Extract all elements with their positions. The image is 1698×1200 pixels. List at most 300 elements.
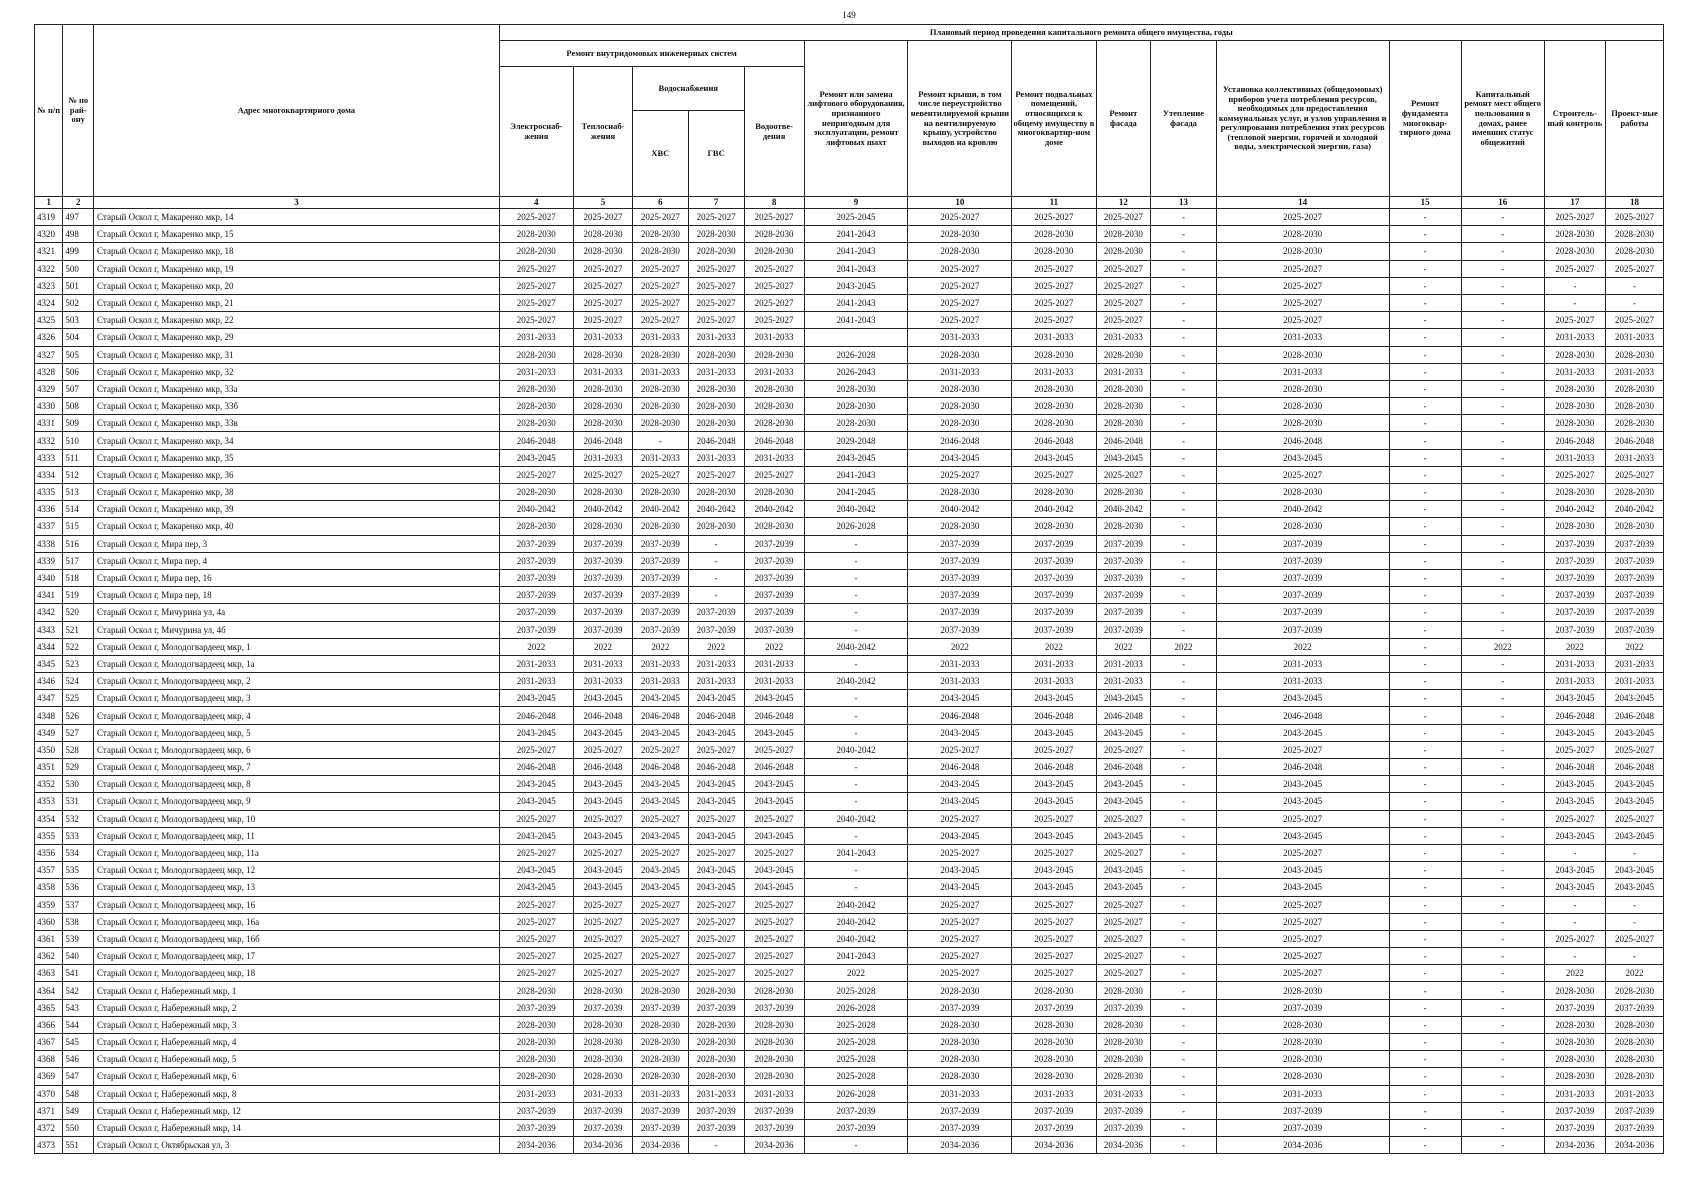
cell-drainage: 2037-2039	[744, 621, 804, 638]
cell-dormitory: -	[1461, 844, 1544, 861]
cell-hot-water: 2043-2045	[688, 793, 744, 810]
cell-row-number: 4369	[35, 1068, 63, 1085]
table-row	[35, 913, 1664, 930]
cell-foundation: -	[1389, 965, 1461, 982]
cell-hot-water: 2025-2027	[688, 844, 744, 861]
cell-dormitory: -	[1461, 346, 1544, 363]
cell-district-number: 545	[63, 1034, 94, 1051]
cell-foundation: -	[1389, 844, 1461, 861]
cell-address: Старый Оскол г, Мира пер, 16	[94, 569, 500, 586]
cell-drainage: 2025-2027	[744, 930, 804, 947]
cell-district-number: 548	[63, 1085, 94, 1102]
cell-elevator: -	[804, 827, 908, 844]
cell-district-number: 497	[63, 209, 94, 226]
cell-roof: 2025-2027	[908, 741, 1012, 758]
cell-hot-water: 2025-2027	[688, 810, 744, 827]
header-facade-repair: Ремонт фасада	[1096, 41, 1151, 197]
cell-dormitory: 2022	[1461, 638, 1544, 655]
cell-design-works: 2022	[1605, 965, 1663, 982]
cell-hot-water: 2028-2030	[688, 982, 744, 999]
cell-cold-water: 2025-2027	[633, 260, 689, 277]
cell-dormitory: -	[1461, 879, 1544, 896]
header-drainage: Водоотве-дения	[744, 67, 804, 197]
cell-design-works: -	[1605, 277, 1663, 294]
cell-address: Старый Оскол г, Мичурина ул, 4а	[94, 604, 500, 621]
cell-hot-water: 2043-2045	[688, 879, 744, 896]
cell-heating: 2028-2030	[573, 1068, 632, 1085]
cell-electricity: 2043-2045	[499, 793, 573, 810]
cell-dormitory: -	[1461, 724, 1544, 741]
table-row	[35, 673, 1664, 690]
cell-cold-water: 2028-2030	[633, 398, 689, 415]
cell-dormitory: -	[1461, 1068, 1544, 1085]
cell-construction-control: 2025-2027	[1544, 260, 1605, 277]
table-row	[35, 621, 1664, 638]
table-row	[35, 363, 1664, 380]
cell-electricity: 2028-2030	[499, 982, 573, 999]
cell-basement: 2028-2030	[1012, 1068, 1096, 1085]
cell-row-number: 4330	[35, 398, 63, 415]
cell-dormitory: -	[1461, 432, 1544, 449]
cell-roof: 2028-2030	[908, 1016, 1012, 1033]
cell-drainage: 2025-2027	[744, 913, 804, 930]
cell-row-number: 4358	[35, 879, 63, 896]
cell-basement: 2037-2039	[1012, 569, 1096, 586]
cell-facade-insulation: -	[1151, 226, 1217, 243]
cell-hot-water: 2028-2030	[688, 1034, 744, 1051]
cell-electricity: 2046-2048	[499, 707, 573, 724]
cell-basement: 2025-2027	[1012, 209, 1096, 226]
cell-hot-water: 2031-2033	[688, 673, 744, 690]
cell-basement: 2037-2039	[1012, 604, 1096, 621]
cell-construction-control: 2025-2027	[1544, 209, 1605, 226]
header-district-number: № по рай-ону	[63, 25, 94, 197]
cell-address: Старый Оскол г, Макаренко мкр, 31	[94, 346, 500, 363]
cell-electricity: 2043-2045	[499, 449, 573, 466]
cell-heating: 2037-2039	[573, 621, 632, 638]
cell-address: Старый Оскол г, Октябрьская ул, 3	[94, 1137, 500, 1154]
cell-basement: 2028-2030	[1012, 346, 1096, 363]
cell-drainage: 2043-2045	[744, 793, 804, 810]
cell-district-number: 547	[63, 1068, 94, 1085]
cell-elevator: 2037-2039	[804, 1102, 908, 1119]
column-number: 10	[908, 197, 1012, 209]
cell-meters: 2028-2030	[1216, 1068, 1389, 1085]
cell-electricity: 2037-2039	[499, 552, 573, 569]
cell-facade-insulation: -	[1151, 569, 1217, 586]
cell-electricity: 2028-2030	[499, 243, 573, 260]
cell-foundation: -	[1389, 346, 1461, 363]
cell-hot-water: 2037-2039	[688, 1119, 744, 1136]
cell-drainage: 2046-2048	[744, 707, 804, 724]
cell-dormitory: -	[1461, 587, 1544, 604]
cell-basement: 2028-2030	[1012, 518, 1096, 535]
table-row	[35, 879, 1664, 896]
cell-construction-control: 2043-2045	[1544, 879, 1605, 896]
cell-construction-control: 2028-2030	[1544, 415, 1605, 432]
cell-facade-repair: 2028-2030	[1096, 518, 1151, 535]
cell-row-number: 4319	[35, 209, 63, 226]
cell-dormitory: -	[1461, 226, 1544, 243]
cell-heating: 2043-2045	[573, 879, 632, 896]
table-row	[35, 209, 1664, 226]
cell-basement: 2043-2045	[1012, 724, 1096, 741]
cell-design-works: 2037-2039	[1605, 587, 1663, 604]
cell-elevator: 2041-2043	[804, 294, 908, 311]
cell-basement: 2043-2045	[1012, 862, 1096, 879]
cell-facade-repair: 2025-2027	[1096, 844, 1151, 861]
cell-foundation: -	[1389, 209, 1461, 226]
cell-elevator: 2026-2028	[804, 999, 908, 1016]
cell-address: Старый Оскол г, Молодогвардеец мкр, 1	[94, 638, 500, 655]
cell-district-number: 527	[63, 724, 94, 741]
cell-design-works: 2046-2048	[1605, 707, 1663, 724]
cell-roof: 2043-2045	[908, 776, 1012, 793]
cell-drainage: 2046-2048	[744, 432, 804, 449]
cell-meters: 2037-2039	[1216, 552, 1389, 569]
cell-district-number: 498	[63, 226, 94, 243]
cell-facade-repair: 2025-2027	[1096, 965, 1151, 982]
cell-address: Старый Оскол г, Мичурина ул, 4б	[94, 621, 500, 638]
cell-facade-repair: 2028-2030	[1096, 1034, 1151, 1051]
cell-design-works: 2031-2033	[1605, 329, 1663, 346]
cell-drainage: 2025-2027	[744, 965, 804, 982]
cell-cold-water: 2037-2039	[633, 587, 689, 604]
cell-address: Старый Оскол г, Молодогвардеец мкр, 2	[94, 673, 500, 690]
column-number: 14	[1216, 197, 1389, 209]
table-row	[35, 277, 1664, 294]
cell-district-number: 528	[63, 741, 94, 758]
cell-meters: 2031-2033	[1216, 655, 1389, 672]
cell-district-number: 529	[63, 759, 94, 776]
cell-foundation: -	[1389, 724, 1461, 741]
cell-elevator: -	[804, 655, 908, 672]
cell-foundation: -	[1389, 776, 1461, 793]
cell-cold-water: 2037-2039	[633, 999, 689, 1016]
cell-drainage: 2043-2045	[744, 827, 804, 844]
cell-dormitory: -	[1461, 380, 1544, 397]
cell-meters: 2037-2039	[1216, 1102, 1389, 1119]
cell-district-number: 519	[63, 587, 94, 604]
cell-foundation: -	[1389, 793, 1461, 810]
cell-roof: 2028-2030	[908, 518, 1012, 535]
cell-elevator: 2041-2043	[804, 312, 908, 329]
cell-hot-water: 2028-2030	[688, 226, 744, 243]
cell-foundation: -	[1389, 1102, 1461, 1119]
cell-basement: 2037-2039	[1012, 621, 1096, 638]
cell-meters: 2028-2030	[1216, 346, 1389, 363]
cell-foundation: -	[1389, 1068, 1461, 1085]
cell-cold-water: 2043-2045	[633, 862, 689, 879]
cell-hot-water: 2025-2027	[688, 913, 744, 930]
cell-facade-insulation: -	[1151, 449, 1217, 466]
cell-heating: 2025-2027	[573, 312, 632, 329]
cell-district-number: 530	[63, 776, 94, 793]
cell-elevator: 2025-2028	[804, 1016, 908, 1033]
cell-design-works: 2028-2030	[1605, 243, 1663, 260]
cell-basement: 2040-2042	[1012, 501, 1096, 518]
cell-dormitory: -	[1461, 1016, 1544, 1033]
table-row	[35, 638, 1664, 655]
cell-row-number: 4353	[35, 793, 63, 810]
cell-cold-water: 2031-2033	[633, 673, 689, 690]
cell-meters: 2043-2045	[1216, 879, 1389, 896]
cell-heating: 2028-2030	[573, 380, 632, 397]
cell-basement: 2037-2039	[1012, 552, 1096, 569]
cell-address: Старый Оскол г, Набережный мкр, 4	[94, 1034, 500, 1051]
cell-district-number: 516	[63, 535, 94, 552]
cell-cold-water: 2028-2030	[633, 226, 689, 243]
cell-facade-repair: 2037-2039	[1096, 552, 1151, 569]
cell-foundation: -	[1389, 690, 1461, 707]
cell-construction-control: 2025-2027	[1544, 741, 1605, 758]
cell-cold-water: 2043-2045	[633, 827, 689, 844]
cell-drainage: 2025-2027	[744, 844, 804, 861]
cell-elevator: -	[804, 569, 908, 586]
cell-roof: 2043-2045	[908, 724, 1012, 741]
cell-cold-water: 2031-2033	[633, 363, 689, 380]
table-row	[35, 948, 1664, 965]
table-row	[35, 655, 1664, 672]
cell-basement: 2037-2039	[1012, 587, 1096, 604]
cell-design-works: 2028-2030	[1605, 1068, 1663, 1085]
cell-foundation: -	[1389, 587, 1461, 604]
cell-district-number: 500	[63, 260, 94, 277]
cell-drainage: 2040-2042	[744, 501, 804, 518]
table-row	[35, 1102, 1664, 1119]
cell-electricity: 2037-2039	[499, 621, 573, 638]
cell-electricity: 2028-2030	[499, 1051, 573, 1068]
cell-heating: 2025-2027	[573, 277, 632, 294]
cell-row-number: 4342	[35, 604, 63, 621]
cell-cold-water: 2037-2039	[633, 621, 689, 638]
header-meters: Установка коллективных (общедомовых) приборов учета потребления ресурсов, необходимых для предоставления коммунальных услуг, и узлов управления и регулирования потребления этих ресурсов (тепловой энергии, горячей и холодной воды, электрической энергии, газа)	[1216, 41, 1389, 197]
cell-drainage: 2031-2033	[744, 329, 804, 346]
cell-roof: 2034-2036	[908, 1137, 1012, 1154]
table-row	[35, 449, 1664, 466]
cell-construction-control: 2031-2033	[1544, 1085, 1605, 1102]
cell-cold-water: 2028-2030	[633, 415, 689, 432]
cell-meters: 2022	[1216, 638, 1389, 655]
cell-dormitory: -	[1461, 260, 1544, 277]
cell-facade-insulation: -	[1151, 1034, 1217, 1051]
cell-elevator: -	[804, 862, 908, 879]
cell-facade-repair: 2028-2030	[1096, 982, 1151, 999]
cell-dormitory: -	[1461, 398, 1544, 415]
cell-facade-insulation: -	[1151, 621, 1217, 638]
cell-cold-water: 2043-2045	[633, 690, 689, 707]
cell-roof: 2037-2039	[908, 1102, 1012, 1119]
cell-address: Старый Оскол г, Макаренко мкр, 15	[94, 226, 500, 243]
cell-foundation: -	[1389, 707, 1461, 724]
cell-hot-water: 2037-2039	[688, 621, 744, 638]
cell-basement: 2037-2039	[1012, 535, 1096, 552]
cell-hot-water: 2025-2027	[688, 948, 744, 965]
cell-facade-insulation: -	[1151, 432, 1217, 449]
cell-electricity: 2028-2030	[499, 226, 573, 243]
cell-dormitory: -	[1461, 294, 1544, 311]
cell-hot-water: 2028-2030	[688, 398, 744, 415]
cell-elevator: -	[804, 587, 908, 604]
cell-construction-control: 2028-2030	[1544, 982, 1605, 999]
cell-dormitory: -	[1461, 965, 1544, 982]
cell-hot-water: 2025-2027	[688, 466, 744, 483]
cell-row-number: 4340	[35, 569, 63, 586]
cell-design-works: 2025-2027	[1605, 466, 1663, 483]
column-number: 5	[573, 197, 632, 209]
cell-facade-insulation: -	[1151, 466, 1217, 483]
cell-cold-water: 2025-2027	[633, 844, 689, 861]
cell-hot-water: 2043-2045	[688, 862, 744, 879]
cell-design-works: 2031-2033	[1605, 655, 1663, 672]
cell-district-number: 537	[63, 896, 94, 913]
cell-construction-control: -	[1544, 294, 1605, 311]
cell-cold-water: 2025-2027	[633, 466, 689, 483]
cell-meters: 2028-2030	[1216, 380, 1389, 397]
cell-elevator: 2025-2028	[804, 982, 908, 999]
cell-basement: 2028-2030	[1012, 1016, 1096, 1033]
cell-heating: 2025-2027	[573, 741, 632, 758]
cell-row-number: 4355	[35, 827, 63, 844]
cell-dormitory: -	[1461, 604, 1544, 621]
cell-construction-control: 2037-2039	[1544, 1102, 1605, 1119]
cell-district-number: 540	[63, 948, 94, 965]
cell-meters: 2025-2027	[1216, 741, 1389, 758]
cell-heating: 2043-2045	[573, 793, 632, 810]
cell-facade-repair: 2022	[1096, 638, 1151, 655]
cell-foundation: -	[1389, 363, 1461, 380]
cell-district-number: 536	[63, 879, 94, 896]
table-row	[35, 965, 1664, 982]
cell-design-works: 2031-2033	[1605, 363, 1663, 380]
cell-row-number: 4344	[35, 638, 63, 655]
cell-drainage: 2043-2045	[744, 690, 804, 707]
cell-construction-control: 2037-2039	[1544, 535, 1605, 552]
cell-hot-water: 2028-2030	[688, 415, 744, 432]
table-row	[35, 346, 1664, 363]
cell-design-works: -	[1605, 896, 1663, 913]
cell-design-works: 2031-2033	[1605, 1085, 1663, 1102]
cell-basement: 2043-2045	[1012, 793, 1096, 810]
cell-district-number: 520	[63, 604, 94, 621]
cell-electricity: 2028-2030	[499, 415, 573, 432]
cell-elevator: 2025-2028	[804, 1068, 908, 1085]
cell-facade-repair: 2037-2039	[1096, 999, 1151, 1016]
cell-meters: 2025-2027	[1216, 896, 1389, 913]
cell-electricity: 2025-2027	[499, 466, 573, 483]
cell-meters: 2025-2027	[1216, 466, 1389, 483]
cell-electricity: 2025-2027	[499, 260, 573, 277]
cell-elevator: -	[804, 759, 908, 776]
cell-dormitory: -	[1461, 1034, 1544, 1051]
cell-address: Старый Оскол г, Макаренко мкр, 22	[94, 312, 500, 329]
cell-elevator: 2026-2028	[804, 346, 908, 363]
cell-roof: 2037-2039	[908, 621, 1012, 638]
cell-foundation: -	[1389, 329, 1461, 346]
cell-dormitory: -	[1461, 552, 1544, 569]
column-number: 17	[1544, 197, 1605, 209]
cell-address: Старый Оскол г, Молодогвардеец мкр, 6	[94, 741, 500, 758]
cell-meters: 2025-2027	[1216, 209, 1389, 226]
cell-electricity: 2037-2039	[499, 999, 573, 1016]
cell-basement: 2043-2045	[1012, 690, 1096, 707]
table-row	[35, 707, 1664, 724]
cell-facade-insulation: -	[1151, 930, 1217, 947]
cell-facade-repair: 2025-2027	[1096, 260, 1151, 277]
cell-roof: 2028-2030	[908, 226, 1012, 243]
cell-address: Старый Оскол г, Молодогвардеец мкр, 10	[94, 810, 500, 827]
cell-construction-control: -	[1544, 913, 1605, 930]
cell-hot-water: 2025-2027	[688, 312, 744, 329]
cell-dormitory: -	[1461, 449, 1544, 466]
cell-heating: 2037-2039	[573, 604, 632, 621]
cell-cold-water: 2046-2048	[633, 759, 689, 776]
cell-dormitory: -	[1461, 415, 1544, 432]
cell-design-works: 2040-2042	[1605, 501, 1663, 518]
cell-construction-control: -	[1544, 844, 1605, 861]
cell-address: Старый Оскол г, Набережный мкр, 8	[94, 1085, 500, 1102]
cell-foundation: -	[1389, 398, 1461, 415]
cell-facade-repair: 2025-2027	[1096, 209, 1151, 226]
cell-cold-water: 2025-2027	[633, 913, 689, 930]
cell-foundation: -	[1389, 621, 1461, 638]
cell-construction-control: 2037-2039	[1544, 621, 1605, 638]
cell-address: Старый Оскол г, Молодогвардеец мкр, 13	[94, 879, 500, 896]
cell-cold-water: 2025-2027	[633, 312, 689, 329]
cell-drainage: 2025-2027	[744, 741, 804, 758]
cell-cold-water: 2037-2039	[633, 569, 689, 586]
cell-drainage: 2028-2030	[744, 226, 804, 243]
cell-facade-insulation: -	[1151, 999, 1217, 1016]
cell-electricity: 2025-2027	[499, 741, 573, 758]
cell-elevator: 2022	[804, 965, 908, 982]
table-row	[35, 810, 1664, 827]
cell-dormitory: -	[1461, 948, 1544, 965]
cell-meters: 2025-2027	[1216, 810, 1389, 827]
cell-electricity: 2031-2033	[499, 363, 573, 380]
header-dormitory: Капитальный ремонт мест общего пользования в домах, ранее имевших статус общежитий	[1461, 41, 1544, 197]
cell-facade-insulation: -	[1151, 1119, 1217, 1136]
cell-roof: 2046-2048	[908, 759, 1012, 776]
cell-foundation: -	[1389, 535, 1461, 552]
cell-roof: 2025-2027	[908, 294, 1012, 311]
cell-basement: 2034-2036	[1012, 1137, 1096, 1154]
cell-dormitory: -	[1461, 569, 1544, 586]
table-row	[35, 999, 1664, 1016]
cell-cold-water: 2025-2027	[633, 948, 689, 965]
cell-foundation: -	[1389, 294, 1461, 311]
cell-district-number: 550	[63, 1119, 94, 1136]
cell-design-works: 2043-2045	[1605, 862, 1663, 879]
cell-construction-control: 2022	[1544, 965, 1605, 982]
cell-address: Старый Оскол г, Макаренко мкр, 36	[94, 466, 500, 483]
cell-basement: 2046-2048	[1012, 759, 1096, 776]
cell-row-number: 4332	[35, 432, 63, 449]
cell-row-number: 4338	[35, 535, 63, 552]
cell-basement: 2037-2039	[1012, 1119, 1096, 1136]
cell-facade-insulation: -	[1151, 604, 1217, 621]
cell-row-number: 4364	[35, 982, 63, 999]
cell-drainage: 2028-2030	[744, 518, 804, 535]
cell-district-number: 512	[63, 466, 94, 483]
cell-row-number: 4320	[35, 226, 63, 243]
cell-roof: 2031-2033	[908, 329, 1012, 346]
cell-foundation: -	[1389, 518, 1461, 535]
cell-cold-water: 2025-2027	[633, 277, 689, 294]
cell-row-number: 4322	[35, 260, 63, 277]
cell-facade-insulation: -	[1151, 518, 1217, 535]
cell-heating: 2025-2027	[573, 948, 632, 965]
